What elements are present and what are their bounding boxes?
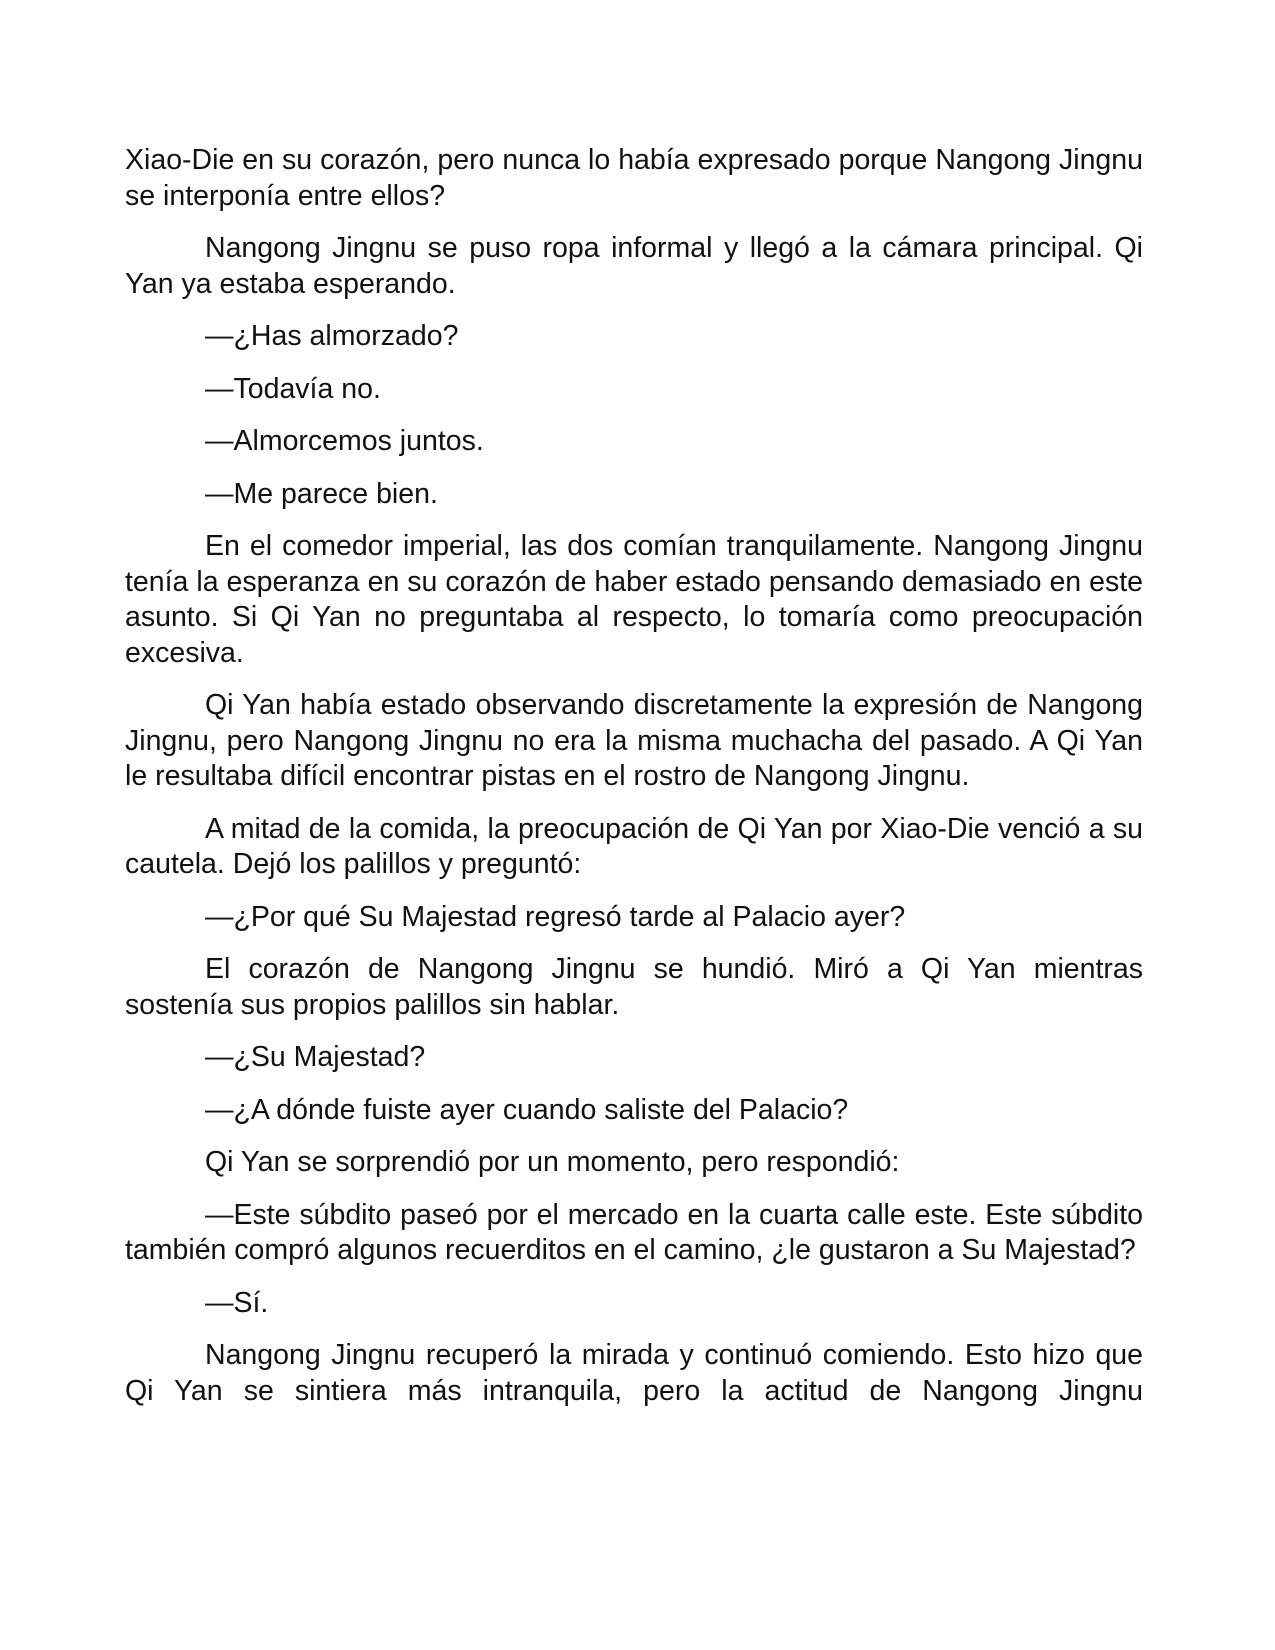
dialogue-line: —¿Su Majestad? bbox=[205, 1041, 426, 1073]
paragraph: Nangong Jingnu se puso ropa informal y llegó a la cámara principal. Qi Yan ya estaba esperando. bbox=[125, 232, 1143, 300]
paragraph: En el comedor imperial, las dos comían tranquilamente. Nangong Jingnu tenía la esperanza en su corazón de haber estado pensando demasiado en este asunto. Si Qi Yan no preguntaba al respecto, lo tomaría como preocupación excesiva. bbox=[125, 530, 1143, 669]
dialogue-line: —Almorcemos juntos. bbox=[205, 425, 484, 457]
paragraph: El corazón de Nangong Jingnu se hundió. Miró a Qi Yan mientras sostenía sus propios palillos sin hablar. bbox=[125, 953, 1143, 1021]
paragraph: Qi Yan había estado observando discretamente la expresión de Nangong Jingnu, pero Nangong Jingnu no era la misma muchacha del pasado. A Qi Yan le resultaba difícil encontrar pistas en el rostro de Nangong Jingnu. bbox=[125, 689, 1143, 792]
dialogue-line: —Este súbdito paseó por el mercado en la cuarta calle este. Este súbdito también compró algunos recuerditos en el camino, ¿le gustaron a Su Majestad? bbox=[125, 1198, 1143, 1266]
dialogue-line: —¿A dónde fuiste ayer cuando saliste del Palacio? bbox=[205, 1093, 849, 1126]
document-page bbox=[125, 143, 1143, 1409]
dialogue-line: —Todavía no. bbox=[205, 372, 381, 405]
paragraph: A mitad de la comida, la preocupación de Qi Yan por Xiao-Die venció a su cautela. Dejó los palillos y preguntó: bbox=[125, 812, 1143, 880]
dialogue-line: —¿Has almorzado? bbox=[205, 320, 459, 352]
paragraph: Qi Yan se sorprendió por un momento, pero respondió: bbox=[205, 1146, 900, 1178]
paragraph: Xiao-Die en su corazón, pero nunca lo había expresado porque Nangong Jingnu se interponía entre ellos? bbox=[125, 144, 1143, 212]
dialogue-line: —¿Por qué Su Majestad regresó tarde al Palacio ayer? bbox=[205, 900, 906, 933]
dialogue-line: —Sí. bbox=[205, 1286, 269, 1319]
dialogue-line: —Me parece bien. bbox=[205, 477, 438, 510]
paragraph: Nangong Jingnu recuperó la mirada y continuó comiendo. Esto hizo que Qi Yan se sintiera más intranquila, pero la actitud de Nangong Jingnu bbox=[125, 1339, 1143, 1407]
